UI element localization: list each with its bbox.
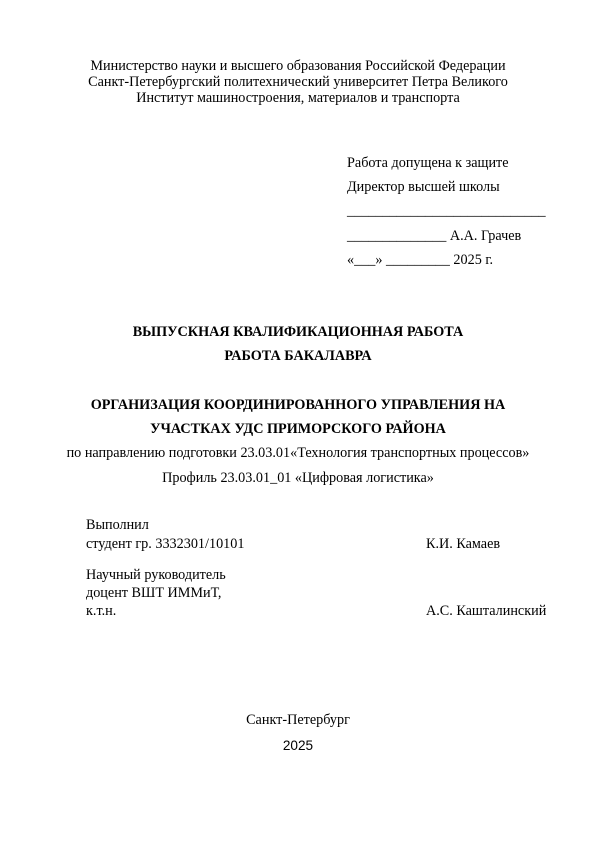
signature-blank-line: ____________________________ xyxy=(347,203,546,219)
supervisor-position: доцент ВШТ ИММиТ, xyxy=(86,585,222,601)
year: 2025 xyxy=(282,738,314,753)
author-label: Выполнил xyxy=(86,517,149,533)
university-name: Санкт-Петербургский политехнический университет Петра Великого xyxy=(88,74,508,90)
city: Санкт-Петербург xyxy=(246,712,350,728)
institute-name: Институт машиностроения, материалов и транспорта xyxy=(136,90,460,106)
director-signature: ______________ А.А. Грачев xyxy=(347,228,522,244)
ministry-name: Министерство науки и высшего образования Российской Федерации xyxy=(90,58,506,74)
study-direction: по направлению подготовки 23.03.01«Технология транспортных процессов» xyxy=(66,445,530,461)
topic-title-line2: УЧАСТКАХ УДС ПРИМОРСКОГО РАЙОНА xyxy=(150,421,446,437)
work-type-title: ВЫПУСКНАЯ КВАЛИФИКАЦИОННАЯ РАБОТА xyxy=(132,324,464,340)
director-label: Директор высшей школы xyxy=(347,179,500,195)
work-type-subtitle: РАБОТА БАКАЛАВРА xyxy=(224,348,372,364)
supervisor-label: Научный руководитель xyxy=(86,567,226,583)
topic-title-line1: ОРГАНИЗАЦИЯ КООРДИНИРОВАННОГО УПРАВЛЕНИЯ НА xyxy=(90,397,506,413)
author-group: студент гр. 3332301/10101 xyxy=(86,536,245,552)
admitted-label: Работа допущена к защите xyxy=(347,155,509,171)
supervisor-name: А.С. Кашталинский xyxy=(426,603,547,619)
supervisor-degree: к.т.н. xyxy=(86,603,117,619)
approval-date: «___» _________ 2025 г. xyxy=(347,252,494,268)
study-profile: Профиль 23.03.01_01 «Цифровая логистика» xyxy=(162,470,434,486)
author-name: К.И. Камаев xyxy=(426,536,501,552)
